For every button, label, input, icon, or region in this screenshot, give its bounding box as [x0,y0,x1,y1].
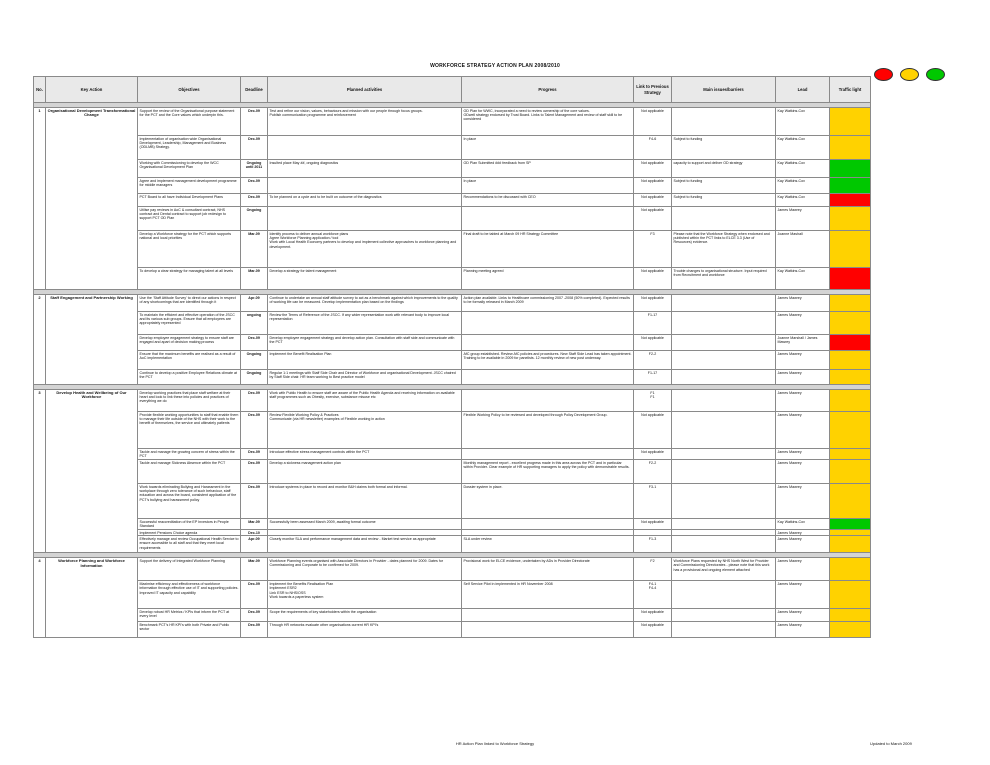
link-previous-strategy-cell: F2-2 [634,351,672,370]
green-light-icon [926,68,945,81]
link-previous-strategy-cell: F1-17 [634,312,672,335]
amber-light-icon [900,68,919,81]
traffic-light-amber [830,412,871,449]
table-row [34,351,871,370]
lead-cell: Kay Watkins-Cox [776,136,830,160]
progress-cell [462,207,634,231]
deadline-cell: Dec-09 [241,335,268,351]
deadline-cell: Dec-09 [241,609,268,622]
traffic-light-amber [830,108,871,136]
key-action-cell: Organisational Development Transformational Change [46,108,138,290]
objective-cell: Work towards eliminating Bullying and Harassment in the workplace through zero tolerance of such behaviour, staff education and across the board, consistent application of the PCT's bullying and harassment policy [138,484,241,519]
table-row [34,449,871,460]
link-previous-strategy-cell: Not applicable [634,207,672,231]
link-previous-strategy-cell: F1-3 [634,536,672,553]
traffic-light-amber [830,484,871,519]
lead-cell: James Mawrey [776,207,830,231]
column-header-no: No. [34,77,46,103]
action-plan-body [34,103,871,638]
link-previous-strategy-cell: Not applicable [634,268,672,290]
traffic-light-legend [874,68,945,81]
main-issues-cell [672,312,776,335]
progress-cell: Planning meeting agreed [462,268,634,290]
lead-cell: Kay Watkins-Cox [776,268,830,290]
objective-cell: Maximise efficiency and effectiveness of workforce information through effective use of IT and supporting policies. Improved IT capacity and capability [138,581,241,609]
deadline-cell: Dec-09 [241,412,268,449]
link-previous-strategy-cell: Not applicable [634,519,672,530]
traffic-light-amber [830,136,871,160]
progress-cell: Monthly management report - excellent progress made in this area across the PCT and in particular within Provider. Clear example of HR supporting managers to apply the policy with demonstrable results. [462,460,634,484]
progress-cell [462,519,634,530]
link-previous-strategy-cell: Not applicable [634,412,672,449]
planned-activities-cell [268,178,462,194]
table-row [34,295,871,312]
planned-activities-cell: Test and refine our vision, values, behaviours and mission with our people through focus groups. Publish communication programme and reinforcement [268,108,462,136]
table-row [34,160,871,178]
progress-cell [462,335,634,351]
deadline-cell: Mar-09 [241,558,268,581]
table-row [34,231,871,268]
column-header-key-action: Key Action [46,77,138,103]
planned-activities-cell: Through HR networks evaluate other organisations current HR KPI's [268,622,462,638]
main-issues-cell: Trouble changes to organisational structure. Input required from Recruitment and workforce [672,268,776,290]
table-row [34,581,871,609]
deadline-cell: Ongoing [241,370,268,385]
traffic-light-amber [830,536,871,553]
deadline-cell: Ongoing until 2011 [241,160,268,178]
deadline-cell: ongoing [241,312,268,335]
lead-cell: James Mawrey [776,484,830,519]
table-row [34,484,871,519]
table-row [34,335,871,351]
lead-cell: James Mawrey [776,536,830,553]
link-previous-strategy-cell: F4-6 [634,136,672,160]
main-issues-cell [672,351,776,370]
traffic-light-red [830,268,871,290]
lead-cell: James Mawrey [776,390,830,412]
objective-cell: Agree and implement management development programme for middle managers [138,178,241,194]
planned-activities-cell: Develop employee engagement strategy and develop action plan. Consultation with staff side and communicate with the PCT [268,335,462,351]
lead-cell: James Mawrey [776,622,830,638]
planned-activities-cell: Successfully been assessed March 2009, awaiting formal outcome [268,519,462,530]
deadline-cell: Dec-09 [241,622,268,638]
traffic-light-amber [830,460,871,484]
traffic-light-red [830,335,871,351]
red-light-icon [874,68,893,81]
main-issues-cell [672,449,776,460]
main-issues-cell [672,207,776,231]
lead-cell: James Mawrey [776,460,830,484]
table-row [34,268,871,290]
progress-cell: Recommendations to be discussed with CEO [462,194,634,207]
traffic-light-amber [830,390,871,412]
traffic-light-red [830,194,871,207]
lead-cell: James Mawrey [776,558,830,581]
lead-cell: Kay Watkins-Cox [776,194,830,207]
progress-cell: Dossier system in place. [462,484,634,519]
link-previous-strategy-cell: Not applicable [634,178,672,194]
planned-activities-cell: Identify process to deliver annual workforce plans Agree Workforce Planning application / tool Work with Local Health Economy partners to develop and implement collective approaches to workforce planning and development. [268,231,462,268]
link-previous-strategy-cell: Not applicable [634,609,672,622]
link-previous-strategy-cell: Not applicable [634,449,672,460]
lead-cell: Joanne Marshall / James Mawrey [776,335,830,351]
main-issues-cell [672,609,776,622]
main-issues-cell [672,335,776,351]
main-issues-cell: capacity to support and deliver OD strategy [672,160,776,178]
key-action-cell: Staff Engagement and Partnership Working [46,295,138,385]
table-row [34,412,871,449]
link-previous-strategy-cell: Not applicable [634,160,672,178]
main-issues-cell: Subject to funding [672,136,776,160]
progress-cell: Action plan available. Links to Healthcare commissioning 2007 -2008 (50% completed). Expected results to be formally released in March 2009 [462,295,634,312]
traffic-light-amber [830,207,871,231]
traffic-light-amber [830,295,871,312]
column-header-traffic-light: Traffic light [830,77,871,103]
section-number: 2 [34,295,46,385]
link-previous-strategy-cell: F3 [634,231,672,268]
deadline-cell: Dec-09 [241,178,268,194]
table-row [34,519,871,530]
deadline-cell: Dec-10 [241,530,268,536]
key-action-cell: Develop Health and Wellbeing of Our Workforce [46,390,138,553]
link-previous-strategy-cell: Not applicable [634,295,672,312]
table-row [34,609,871,622]
footer-updated: Updated to March 2009 [870,741,912,746]
objective-cell: Develop employee engagement strategy to ensure staff are engaged and apart of decision making process [138,335,241,351]
progress-cell [462,609,634,622]
lead-cell: James Mawrey [776,412,830,449]
footer-caption: HR Action Plan linked to Workforce Strategy [455,741,535,746]
main-issues-cell [672,390,776,412]
lead-cell: James Mawrey [776,370,830,385]
planned-activities-cell: Workforce Planning events organised with Associate Directors in Provider - dates planned for 2009. Dates for Commissioning and Corporate to be confirmed for 2009. [268,558,462,581]
main-issues-cell [672,108,776,136]
main-issues-cell: Please note that the Workforce Strategy when endorsed and published within the PCT links to ELCE 3.3 (Use of Resources) evidence. [672,231,776,268]
objective-cell: Successful reaccreditation of the EP Investors in People Standard [138,519,241,530]
main-issues-cell [672,536,776,553]
progress-cell: SLA under review [462,536,634,553]
objective-cell: Ensure that the maximum benefits are realised as a result of AoC implementation [138,351,241,370]
table-row [34,536,871,553]
table-row [34,390,871,412]
table-row [34,460,871,484]
main-issues-cell [672,581,776,609]
planned-activities-cell: Develop a sickness management action plan [268,460,462,484]
link-previous-strategy-cell: Not applicable [634,194,672,207]
objective-cell: Tackle and manage the growing concern of stress within the PCT [138,449,241,460]
main-issues-cell [672,460,776,484]
lead-cell: James Mawrey [776,449,830,460]
table-header-row [34,77,871,103]
main-issues-cell [672,370,776,385]
main-issues-cell [672,622,776,638]
traffic-light-amber [830,581,871,609]
objective-cell: Benchmark PCT's HR KPI's with both Private and Public sector [138,622,241,638]
progress-cell: Provisional work for ELCE evidence, undertaken by ADs in Provider Directorate [462,558,634,581]
lead-cell: Kay Watkins-Cox [776,108,830,136]
planned-activities-cell: Review Flexible Working Policy & Practices Communicate (via HR newsletter) examples of Flexible working in action [268,412,462,449]
table-row [34,370,871,385]
planned-activities-cell: Review the Terms of Reference of the JSCC. If any wider representation work with relevant body to improve local representation [268,312,462,335]
deadline-cell: Mar-09 [241,519,268,530]
action-plan-table [33,76,871,638]
planned-activities-cell [268,136,462,160]
deadline-cell: Dec-09 [241,390,268,412]
page-title: WORKFORCE STRATEGY ACTION PLAN 2008/2010 [430,63,560,69]
main-issues-cell [672,295,776,312]
objective-cell: Utilise pay reviews in AoC & consultant contract, NHS contract and Dental contract to support job redesign to support PCT OD Plan [138,207,241,231]
traffic-light-amber [830,449,871,460]
deadline-cell: Dec-09 [241,484,268,519]
link-previous-strategy-cell: F2 [634,558,672,581]
deadline-cell: Ongoing [241,207,268,231]
progress-cell [462,370,634,385]
objective-cell: Use the 'Staff Attitude Survey' to direct our actions in respect of any shortcomings that are identified through it [138,295,241,312]
deadline-cell: Ongoing [241,351,268,370]
planned-activities-cell: Introduce systems in place to record and monitor B&H claims both formal and informal. [268,484,462,519]
planned-activities-cell: Implement the Benefit Realisation Plan [268,351,462,370]
planned-activities-cell: Develop a strategy for talent management [268,268,462,290]
objective-cell: To maintain the efficient and effective operation of the JSCC and its various sub groups. Ensure that all employees are appropriately represented [138,312,241,335]
progress-cell [462,449,634,460]
lead-cell: James Mawrey [776,530,830,536]
objective-cell: Support the delivery of Integrated Workforce Planning [138,558,241,581]
traffic-light-green [830,178,871,194]
progress-cell: Flexible Working Policy to be reviewed and developed through Policy Development Group. [462,412,634,449]
link-previous-strategy-cell: F1 F1 [634,390,672,412]
objective-cell: Implement Pensions Choice agenda [138,530,241,536]
traffic-light-green [830,160,871,178]
planned-activities-cell: To be planned on a cycle and to be built on outcome of the diagnostics [268,194,462,207]
objective-cell: Tackle and manage Sickness Absence within the PCT [138,460,241,484]
column-header-main-issues: Main issues/barriers [672,77,776,103]
lead-cell: Kay Watkins-Cox [776,160,830,178]
progress-cell: OD Plan Submitted ### feedback from SP [462,160,634,178]
deadline-cell: Dec-09 [241,581,268,609]
table-row [34,622,871,638]
objective-cell: Provide flexible working opportunities to staff that enable them to manage their life outside of the NHS with their work to the benefit of themselves, the service and ultimately patients [138,412,241,449]
deadline-cell: Dec-09 [241,108,268,136]
objective-cell: Develop working practices that place staff welfare at their heart and look to link these into policies and practices of everything we do [138,390,241,412]
link-previous-strategy-cell: Not applicable [634,108,672,136]
objective-cell: PCT Board to all have Individual Development Plans [138,194,241,207]
traffic-light-green [830,519,871,530]
progress-cell: In place [462,136,634,160]
objective-cell: Support the review of the Organisational purpose statement for the PCT and the Core values which underpin this. [138,108,241,136]
main-issues-cell [672,412,776,449]
traffic-light-amber [830,312,871,335]
planned-activities-cell: Closely monitor SLA and performance management data and review - Market test service as appropriate [268,536,462,553]
progress-cell: Self Service Pilot in implemented in HR November 2008 [462,581,634,609]
objective-cell: Continue to develop a positive Employee Relations climate at the PCT [138,370,241,385]
main-issues-cell: Subject to funding [672,178,776,194]
traffic-light-amber [830,351,871,370]
progress-cell: In place [462,178,634,194]
lead-cell: James Mawrey [776,351,830,370]
deadline-cell: Apr-09 [241,295,268,312]
column-header-lead: Lead [776,77,830,103]
link-previous-strategy-cell: Not applicable [634,622,672,638]
link-previous-strategy-cell: F4-1 F4-4 [634,581,672,609]
progress-cell: AfC group established. Review AfC policies and procedures. New Staff Side Lead has taken appointment. Training to be available in 2009 for panelists. 12 monthly review of new post underway. [462,351,634,370]
main-issues-cell: Workforce Plans requested by NHS North West for Provider and Commissioning Directorates - please note that this work has a provisional and ongoing element attached [672,558,776,581]
table-row [34,194,871,207]
lead-cell: James Mawrey [776,295,830,312]
deadline-cell: Dec-09 [241,194,268,207]
planned-activities-cell [268,207,462,231]
table-row [34,108,871,136]
deadline-cell: Dec-09 [241,449,268,460]
main-issues-cell [672,519,776,530]
column-header-planned-activities: Planned activities [268,77,462,103]
objective-cell: Develop a Workforce strategy for the PCT which supports national and local priorities [138,231,241,268]
section-number: 1 [34,108,46,290]
link-previous-strategy-cell: F1-17 [634,370,672,385]
objective-cell: Implementation of organisation wide Organisational Development, Leadership, Management and Business (ODLMB) Strategy. [138,136,241,160]
column-header-objectives: Objectives [138,77,241,103]
key-action-cell: Workforce Planning and Workforce Information [46,558,138,638]
deadline-cell: Mar-09 [241,268,268,290]
planned-activities-cell: Work with Public Health to ensure staff are aware of the Public Health Agenda and receiving information on available staff programmes such as Obesity, exercise, substance misuse etc [268,390,462,412]
main-issues-cell: Subject to funding [672,194,776,207]
objective-cell: Working with Commissioning to develop the WCC Organisational Development Plan [138,160,241,178]
traffic-light-amber [830,370,871,385]
planned-activities-cell: Implement the Benefits Realisation Plan Implement ESR2 Link ESR to NHS/OSS Work towards a paperless system [268,581,462,609]
lead-cell: James Mawrey [776,609,830,622]
main-issues-cell [672,484,776,519]
column-header-progress: Progress [462,77,634,103]
link-previous-strategy-cell: F2-2 [634,460,672,484]
traffic-light-amber [830,609,871,622]
deadline-cell: Apr-09 [241,536,268,553]
lead-cell: James Mawrey [776,581,830,609]
progress-cell [462,390,634,412]
deadline-cell: Dec-09 [241,136,268,160]
objective-cell: To develop a clear strategy for managing talent at all levels [138,268,241,290]
link-previous-strategy-cell: Not applicable [634,335,672,351]
table-row [34,207,871,231]
planned-activities-cell: Continue to undertake an annual staff attitude survey to act as a benchmark against which improvements to the quality of working life can be measured. Develop implementation plan based on the findings [268,295,462,312]
section-number: 3 [34,390,46,553]
progress-cell [462,312,634,335]
planned-activities-cell: Introduce effective stress management controls within the PCT [268,449,462,460]
lead-cell: Joanne Mashall [776,231,830,268]
section-number: 4 [34,558,46,638]
progress-cell [462,622,634,638]
traffic-light-amber [830,231,871,268]
lead-cell: James Mawrey [776,312,830,335]
traffic-light-amber [830,558,871,581]
column-header-deadline: Deadline [241,77,268,103]
progress-cell: Final draft to be tabled at March 09 HR Strategy Committee [462,231,634,268]
lead-cell: Kay Watkins-Cox [776,178,830,194]
table-row [34,136,871,160]
planned-activities-cell: Scope the requirements of key stakeholders within the organisation [268,609,462,622]
traffic-light-amber [830,622,871,638]
objective-cell: Effectively manage and review Occupational Health Service to ensure accessible to all staff and that they meet local requirements [138,536,241,553]
link-previous-strategy-cell: F3-1 [634,484,672,519]
deadline-cell: Dec-09 [241,460,268,484]
table-row [34,312,871,335]
table-row [34,558,871,581]
progress-cell: OD Plan for WWC, incorporated a need to review ownership of the core values. ODwell strategy endorsed by Trust Board. Links to Talent Management and review of staff skill to be considered [462,108,634,136]
planned-activities-cell: Regular 1:1 meetings with Staff Side Chair and Director of Workforce and organisational Development. JSCC chaired by Staff Side chair. HR team working to Best practice model [268,370,462,385]
table-row [34,178,871,194]
planned-activities-cell: Insulted place May ##, ongoing diagnostics [268,160,462,178]
column-header-link-previous-strategy: Link to Previous Strategy [634,77,672,103]
objective-cell: Develop robust HR Metrics / KPIs that inform the PCT at every level [138,609,241,622]
lead-cell: Kay Watkins-Cox [776,519,830,530]
deadline-cell: Mar-09 [241,231,268,268]
